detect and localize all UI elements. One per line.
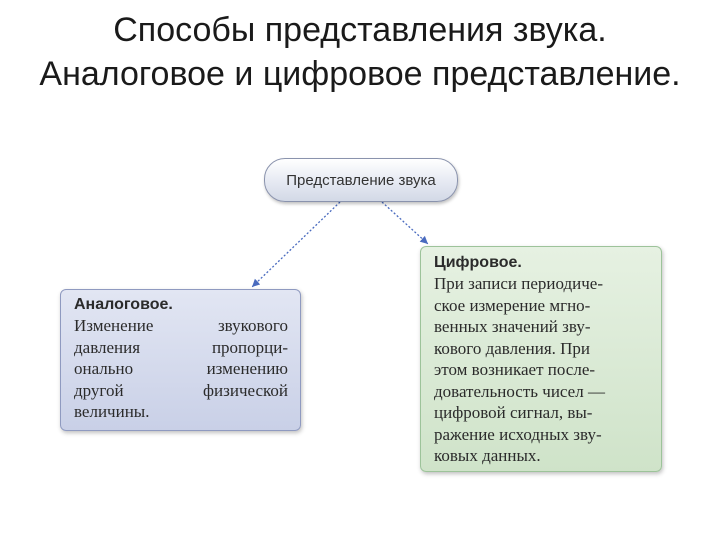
analog-text	[74, 315, 288, 423]
arrow-to-analog	[252, 202, 340, 287]
analog-text-word: величины.	[74, 402, 150, 421]
digital-text-line: этом возникает после-	[434, 360, 596, 379]
title-line-1: Способы представления звука.	[113, 11, 607, 49]
arrow-to-digital	[382, 202, 428, 244]
digital-text-line: кового давления. При	[434, 338, 591, 358]
analog-text-line	[74, 401, 288, 423]
analog-box	[60, 289, 301, 431]
analog-text-word: звукового	[217, 316, 288, 335]
analog-text-line	[74, 315, 288, 337]
analog-text-word: другой	[74, 380, 124, 400]
digital-text-line: ковых данных.	[434, 446, 541, 465]
analog-text-line	[74, 380, 288, 402]
analog-text-word: онально	[74, 359, 134, 378]
digital-text-line: ражение исходных зву-	[434, 424, 602, 444]
root-node-label: Представление звука	[286, 171, 436, 189]
digital-text-line: При записи периодиче-	[434, 274, 604, 293]
analog-text-word: Изменение	[74, 316, 154, 335]
analog-heading: Аналоговое.	[74, 296, 173, 313]
digital-text-line: цифровой сигнал, вы-	[434, 403, 593, 422]
analog-text-line	[74, 358, 288, 380]
analog-text-word: пропорци-	[211, 337, 288, 357]
digital-text-line: венных значений зву-	[434, 317, 591, 336]
digital-heading: Цифровое.	[434, 254, 522, 271]
digital-box	[420, 246, 662, 472]
digital-text	[434, 273, 649, 467]
analog-text-word: физической	[203, 380, 288, 400]
analog-text-word: давления	[74, 337, 141, 357]
analog-text-line	[74, 337, 288, 359]
root-node	[264, 158, 458, 202]
digital-text-line: довательность чисел —	[434, 381, 605, 401]
title-line-2: Аналоговое и цифровое представление.	[39, 55, 681, 93]
analog-text-word: изменению	[206, 359, 288, 378]
digital-text-line: ское измерение мгно-	[434, 295, 591, 315]
